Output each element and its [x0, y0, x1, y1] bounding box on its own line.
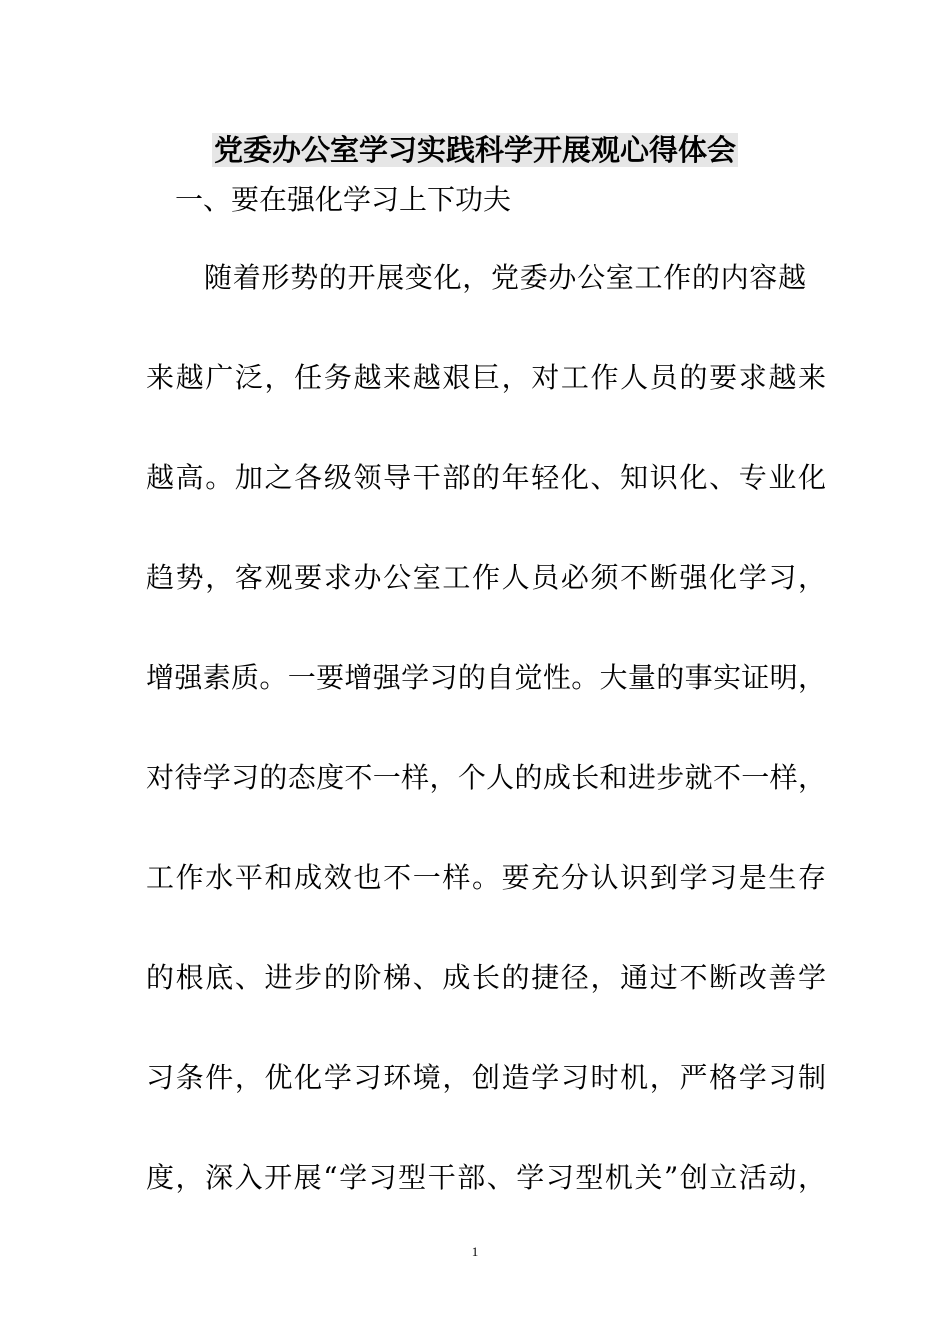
page-number: 1 — [471, 1244, 479, 1259]
paragraph-line: 度，深入开展“学习型干部、学习型机关”创立活动， — [146, 1161, 826, 1194]
paragraph-line: 随着形势的开展变化，党委办公室工作的内容越 — [204, 261, 806, 294]
section-heading: 一、要在强化学习上下功夫 — [175, 183, 512, 216]
paragraph-line: 对待学习的态度不一样，个人的成长和进步就不一样， — [146, 761, 826, 794]
paragraph-line: 习条件，优化学习环境，创造学习时机，严格学习制 — [146, 1061, 826, 1094]
paragraph-line: 趋势，客观要求办公室工作人员必须不断强化学习， — [146, 561, 826, 594]
paragraph-line: 越高。加之各级领导干部的年轻化、知识化、专业化 — [146, 461, 826, 494]
paragraph-line: 的根底、进步的阶梯、成长的捷径，通过不断改善学 — [146, 961, 826, 994]
document-title-text: 党委办公室学习实践科学开展观心得体会 — [213, 133, 736, 167]
paragraph-line: 工作水平和成效也不一样。要充分认识到学习是生存 — [146, 861, 826, 894]
paragraph-line: 来越广泛，任务越来越艰巨，对工作人员的要求越来 — [146, 361, 826, 394]
paragraph-line: 增强素质。一要增强学习的自觉性。大量的事实证明， — [146, 661, 826, 694]
document-title — [0, 130, 950, 170]
